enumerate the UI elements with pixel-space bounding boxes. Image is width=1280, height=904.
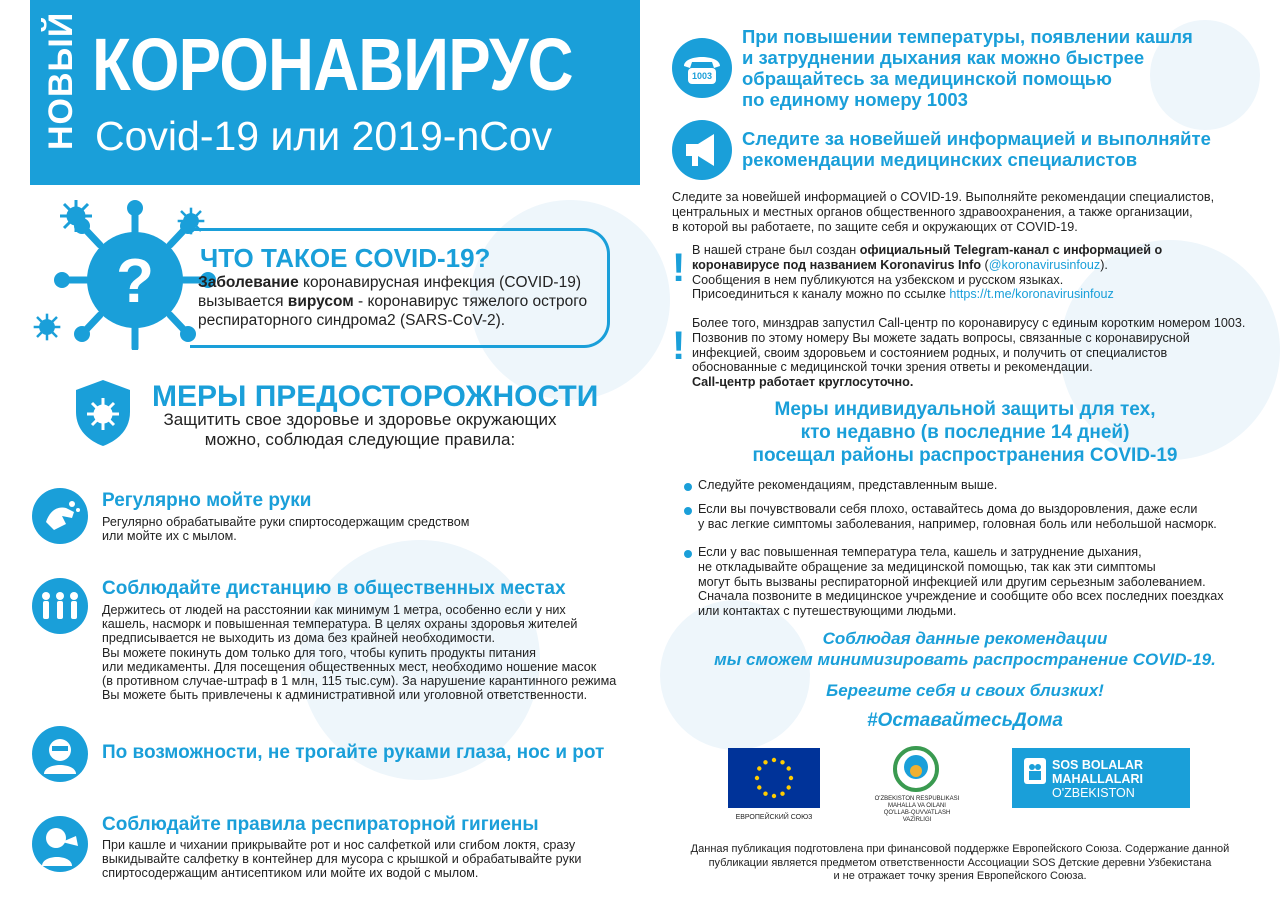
- bullet-item-2: [698, 502, 1217, 532]
- svg-text:?: ?: [116, 247, 154, 316]
- rule-1-text: [102, 515, 469, 543]
- callcenter-line: Более того, минздрав запустил Call-центр по коронавирусу с единым коротким номером 1003.: [692, 316, 1246, 330]
- sos-logo-line-3: O'ZBEKISTON: [1052, 786, 1135, 800]
- uz-caption-line: VAZIRLIGI: [902, 817, 932, 823]
- bullet-dot: [684, 507, 692, 515]
- rule-2-line: Держитесь от людей на расстоянии как минимум 1 метра, особенно если у них: [102, 603, 566, 617]
- telegram-text: В нашей стране был создан: [692, 243, 860, 257]
- telegram-line-1: [692, 243, 1162, 258]
- right-heading-1: [742, 26, 1193, 110]
- callcenter-info: [692, 316, 1245, 390]
- rule-2-text: [102, 603, 616, 702]
- right-heading-1-line: и затруднении дыхания как можно быстрее: [742, 47, 1145, 68]
- shield-virus-icon: [72, 378, 134, 448]
- rule-4-title: Соблюдайте правила респираторной гигиены: [102, 814, 539, 835]
- right-heading-2-line: Следите за новейшей информацией и выполняйте: [742, 128, 1211, 149]
- bullet-dot: [684, 550, 692, 558]
- bullet-line: Если вы почувствовали себя плохо, оставайтесь дома до выздоровления, даже если: [698, 502, 1198, 516]
- telegram-line-4: [692, 287, 1162, 302]
- telegram-info: [692, 243, 1162, 302]
- rule-2-line: кашель, насморк и повышенная температура. В целях охраны здоровья жителей: [102, 617, 578, 632]
- callcenter-line: обоснованные с медицинской точки зрения ответы и рекомендации.: [692, 360, 1093, 375]
- small-virus-icon: [32, 312, 62, 342]
- rule-1-line: или мойте их с мылом.: [102, 529, 237, 544]
- bullet-line: или контактах с путешествующими людьми.: [698, 604, 957, 619]
- right-paragraph-1: [672, 190, 1214, 234]
- rule-2-line: предписывается не выходить из дома без крайней необходимости.: [102, 631, 495, 646]
- rule-1-title: Регулярно мойте руки: [102, 490, 312, 511]
- closing-message-line: Соблюдая данные рекомендации: [822, 629, 1108, 648]
- uzbekistan-ministry-caption: [862, 796, 972, 824]
- what-is-covid-text: [198, 273, 603, 330]
- hand-wash-icon: [32, 488, 88, 544]
- rule-4-line: спиртосодержащим антисептиком или мойте их водой с мылом.: [102, 866, 479, 881]
- sos-house-icon: [1024, 758, 1046, 784]
- callcenter-line: инфекцией, своим здоровьем и состоянием родных, и получить от специалистов: [692, 345, 1168, 360]
- sos-logo-line-2: MAHALLALARI: [1052, 772, 1143, 786]
- eu-caption: ЕВРОПЕЙСКИЙ СОЮЗ: [735, 814, 813, 821]
- bullet-item-1: [698, 478, 997, 493]
- bullet-line: Сначала позвоните в медицинское учреждение и сообщите обо всех последних поездках: [698, 589, 1224, 604]
- rule-1-line: Регулярно обрабатывайте руки спиртосодержащим средством: [102, 515, 470, 529]
- telegram-handle-link[interactable]: @koronavirusinfouz: [988, 257, 1101, 272]
- rule-4-line: При кашле и чихании прикрывайте рот и нос салфеткой или сгибом локтя, сразу: [102, 838, 576, 852]
- protection-measures-title-line: посещал районы распространения COVID-19: [752, 445, 1178, 466]
- telegram-bold: коронавирусе под названием Koronavirus Info: [692, 257, 982, 272]
- telegram-line-2: [692, 258, 1162, 273]
- rule-2-line: или медикаменты. Для посещения общественных мест, необходимо ношение масок: [102, 659, 597, 674]
- what-text-1: коронавирусная инфекция (COVID-19) вызывается: [198, 274, 581, 310]
- footnote-line: Данная публикация подготовлена при финансовой поддержке Европейского Союза. Содержание данной: [690, 843, 1230, 855]
- right-heading-2: [742, 128, 1211, 170]
- what-bold-1: Заболевание: [198, 274, 299, 291]
- bullet-line: не откладывайте обращение за медицинской помощью, так как эти симптомы: [698, 559, 1156, 574]
- bullet-line: могут быть вызваны респираторной инфекцией или другим серьезным заболеванием.: [698, 574, 1206, 589]
- rule-4-line: выкидывайте салфетку в контейнер для мусора с крышкой и обрабатывайте руки: [102, 852, 582, 867]
- telegram-text: (: [981, 257, 989, 272]
- bullet-line: Следуйте рекомендациям, представленным выше.: [698, 478, 998, 492]
- right-paragraph-1-line: в которой вы работаете, по защите себя и окружающих от COVID-19.: [672, 219, 1078, 234]
- uz-caption-line: O'ZBEKISTON RESPUBLIKASI: [874, 796, 960, 802]
- uz-caption-line: MAHALLA VA OILANI: [888, 803, 946, 809]
- rule-2-line: (в противном случае-штраф в 1 млн, 115 тыс.сум). За нарушение карантинного режима: [102, 674, 617, 689]
- take-care-message: Берегите себя и своих близких!: [826, 681, 1104, 700]
- bullet-item-3: [698, 545, 1224, 619]
- bullet-line: у вас легкие симптомы заболевания, например, головная боль или небольшой насморк.: [698, 516, 1217, 531]
- footnote-line: и не отражает точку зрения Европейского Союза.: [833, 870, 1087, 882]
- right-paragraph-1-line: центральных и местных органов общественного здравоохранения, а также организации,: [672, 204, 1193, 219]
- telegram-channel-link[interactable]: https://t.me/koronavirusinfouz: [949, 287, 1114, 302]
- telegram-text: Присоединиться к каналу можно по ссылке: [692, 287, 950, 302]
- protection-measures-title: [680, 398, 1250, 467]
- cough-hygiene-icon: [32, 816, 88, 872]
- uz-caption-line: QO'LLAB-QUVVATLASH: [883, 810, 951, 816]
- callcenter-line: Позвонив по этому номеру Вы можете задать вопросы, связанные с коронавирусной: [692, 330, 1190, 345]
- precautions-title: МЕРЫ ПРЕДОСТОРОЖНОСТИ: [152, 380, 599, 413]
- what-is-covid-title: ЧТО ТАКОЕ COVID-19?: [200, 243, 491, 273]
- header-title: КОРОНАВИРУС: [92, 23, 573, 106]
- telegram-text: ).: [1100, 257, 1108, 272]
- what-bold-2: вирусом: [287, 293, 354, 310]
- callcenter-bold: Call-центр работает круглосуточно.: [692, 375, 914, 390]
- closing-message-line: мы сможем минимизировать распространение COVID-19.: [714, 650, 1216, 669]
- rule-2-title: Соблюдайте дистанцию в общественных местах: [102, 578, 566, 599]
- sos-logo-line-1: SOS BOLALAR: [1052, 758, 1143, 772]
- rule-2-line: Вы можете покинуть дом только для того, чтобы купить продукты питания: [102, 645, 536, 660]
- telegram-line-3: Сообщения в нем публикуются на узбекском и русском языках.: [692, 272, 1064, 287]
- exclamation-icon: !: [672, 246, 686, 290]
- rule-3-title: По возможности, не трогайте руками глаза, нос и рот: [102, 742, 605, 763]
- rule-2-line: Вы можете быть привлечены к административной или уголовной ответственности.: [102, 688, 588, 703]
- right-paragraph-1-line: Следите за новейшей информацией о COVID-19. Выполняйте рекомендации специалистов,: [672, 190, 1215, 204]
- header-subtitle: Covid-19 или 2019-nCov: [95, 113, 553, 159]
- header-novy-label: НОВЫЙ: [42, 11, 80, 150]
- megaphone-icon: [672, 120, 732, 180]
- protection-measures-title-line: Меры индивидуальной защиты для тех,: [774, 399, 1156, 420]
- what-text-2: - коронавирус тяжелого острого респираторного синдрома2 (SARS-CoV-2).: [198, 293, 588, 329]
- phone-icon: [672, 38, 732, 98]
- rule-4-text: [102, 838, 581, 881]
- funding-footnote: [690, 843, 1230, 884]
- phone-icon-number: 1003: [692, 71, 713, 81]
- right-heading-1-line: При повышении температуры, появлении кашля: [742, 26, 1193, 47]
- precautions-subtitle: Защитить свое здоровье и здоровье окружающих можно, соблюдая следующие правила:: [163, 410, 557, 449]
- telegram-bold: официальный Telegram-канал с информацией о: [859, 243, 1163, 257]
- exclamation-icon: !: [672, 324, 686, 368]
- bullet-dot: [684, 483, 692, 491]
- no-touch-face-icon: [32, 726, 88, 782]
- bullet-line: Если у вас повышенная температура тела, кашель и затруднение дыхания,: [698, 545, 1142, 559]
- right-heading-2-line: рекомендации медицинских специалистов: [742, 149, 1138, 170]
- closing-message: [660, 628, 1270, 670]
- right-heading-1-line: по единому номеру 1003: [742, 89, 968, 110]
- footnote-line: публикации является предметом ответственности Ассоциации SOS Детские деревни Узбекистана: [708, 856, 1212, 869]
- protection-measures-title-line: кто недавно (в последние 14 дней): [800, 422, 1130, 443]
- stay-home-hashtag: #ОставайтесьДома: [866, 710, 1063, 731]
- eu-flag-logo: [728, 748, 820, 808]
- social-distance-icon: [32, 578, 88, 634]
- small-virus-icon: [58, 198, 94, 234]
- right-heading-1-line: обращайтесь за медицинской помощью: [742, 68, 1112, 89]
- uzbekistan-emblem-logo: [890, 745, 942, 793]
